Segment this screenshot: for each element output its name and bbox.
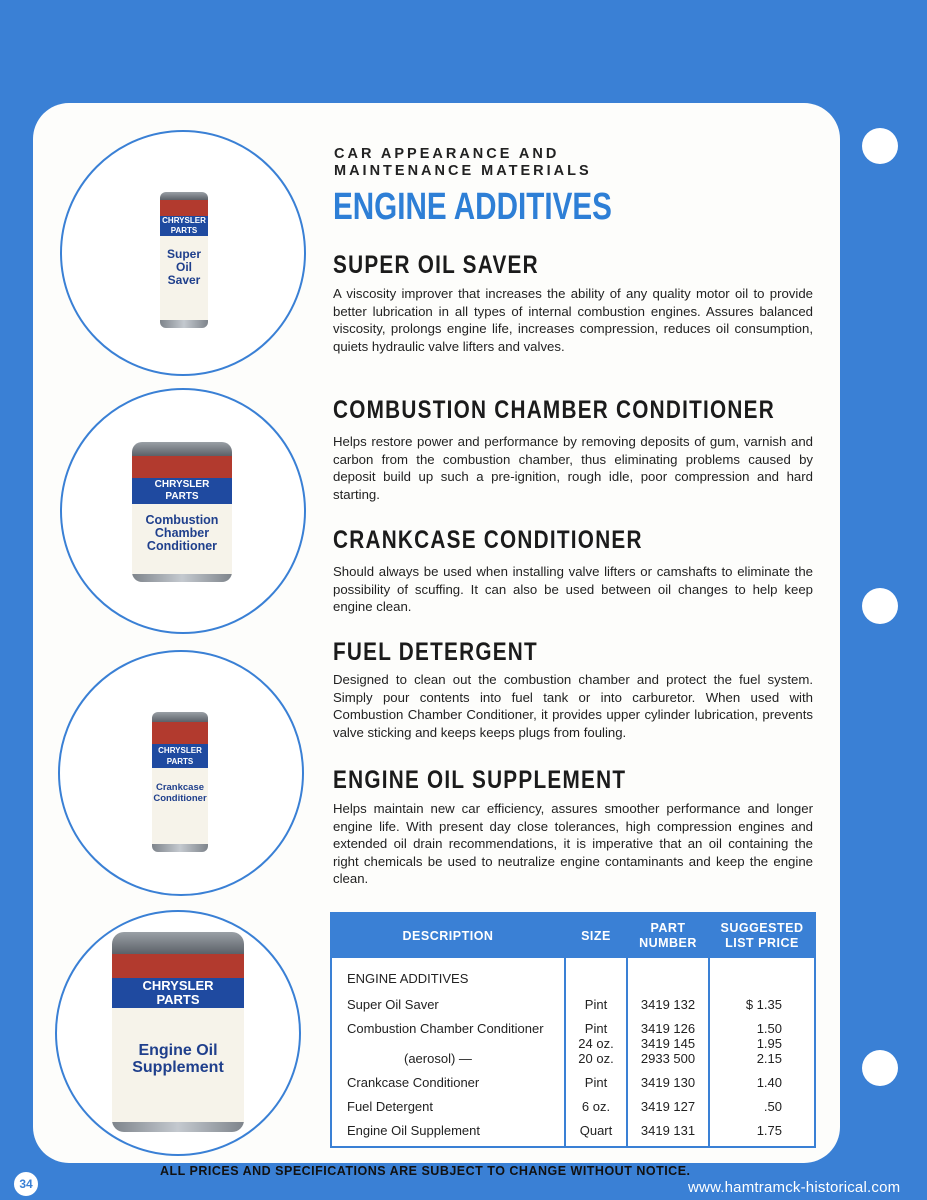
table-cell-part: 3419 132	[640, 997, 696, 1012]
brand-line: CHRYSLER	[158, 746, 202, 755]
product-circle-crankcase-conditioner	[58, 650, 304, 896]
brand-parts: PARTS	[156, 992, 200, 1007]
table-cell-part: 3419 127	[640, 1099, 696, 1114]
crankcase-conditioner-can	[152, 712, 208, 852]
combustion-chamber-conditioner-can	[132, 442, 232, 582]
table-cell-size: 20 oz.	[578, 1051, 614, 1066]
section-body: A viscosity improver that increases the ability of any quality motor oil to provide better lubrication in all types of internal combustion engines. Assures balanced viscosity, prolongs engine life, increases compression, reduces oil consumption, quiets hydraulic valve lifters and valves.	[333, 286, 813, 354]
super-oil-saver-can	[160, 192, 208, 328]
can-label-line: Super	[166, 247, 201, 261]
category-heading	[334, 146, 592, 180]
table-cell-description: (aerosol) —	[404, 1051, 472, 1066]
brand-parts: PARTS	[166, 757, 194, 766]
section-body: Should always be used when installing valve lifters or camshafts to eliminate the possibility of scuffing. It can also be used between oil changes to help keep engine clean.	[333, 564, 813, 614]
price-table	[330, 912, 816, 1148]
can-label-line: Conditioner	[153, 793, 207, 804]
section-heading: FUEL DETERGENT	[333, 638, 538, 666]
brand-line: CHRYSLER	[154, 479, 210, 490]
engine-oil-supplement-can	[112, 932, 244, 1132]
table-group-label: ENGINE ADDITIVES	[347, 971, 469, 986]
category-line-1: CAR APPEARANCE AND	[334, 146, 560, 162]
can-label-line: Crankcase	[155, 782, 205, 793]
watermark: www.hamtramck-historical.com	[688, 1179, 901, 1196]
section-body: Helps restore power and performance by removing deposits of gum, varnish and carbon from the combustion chamber, thus eliminating problems caused by deposit build up such a pre-ignition, rough idle, poor compression and hard starting.	[333, 434, 813, 502]
header-description: DESCRIPTION	[402, 929, 494, 943]
table-cell-price: 1.50	[756, 1021, 782, 1036]
header-size: SIZE	[581, 929, 611, 943]
header-part-number	[628, 921, 708, 951]
table-cell-description: Combustion Chamber Conditioner	[347, 1021, 544, 1036]
brand-parts: PARTS	[170, 226, 198, 235]
product-circle-super-oil-saver	[60, 130, 306, 376]
table-cell-price: 1.95	[756, 1036, 782, 1051]
section-body: Helps maintain new car efficiency, assures smoother performance and longer engine life. With present day close tolerances, high compression engines and extended oil drain recommendations, it is imperative that an oil containing the right chemicals be used to neutralize engine contaminants and keep the engine clean.	[333, 801, 813, 886]
brand-line: CHRYSLER	[162, 216, 206, 225]
category-line-2: MAINTENANCE MATERIALS	[334, 163, 592, 179]
table-cell-description: Engine Oil Supplement	[347, 1123, 480, 1138]
table-cell-size: Pint	[584, 997, 608, 1012]
table-cell-size: Pint	[584, 1021, 608, 1036]
can-label-line: Saver	[167, 273, 201, 287]
section-heading: SUPER OIL SAVER	[333, 251, 539, 279]
can-label-line: Oil	[175, 260, 192, 274]
table-cell-size: 24 oz.	[578, 1036, 614, 1051]
table-cell-price: .50	[763, 1099, 782, 1114]
table-cell-price: $ 1.35	[745, 997, 782, 1012]
binder-hole-middle	[862, 588, 898, 624]
price-disclaimer: ALL PRICES AND SPECIFICATIONS ARE SUBJECT TO CHANGE WITHOUT NOTICE.	[160, 1164, 691, 1178]
table-cell-description: Fuel Detergent	[347, 1099, 433, 1114]
section-body: Designed to clean out the combustion chamber and protect the fuel system. Simply pour contents into fuel tank or into carburetor. When used with Combustion Chamber Conditioner, it provides upper cylinder lubrication, prevents valve sticking and keeps keeps plugs from fouling.	[333, 672, 813, 740]
header-number-line: NUMBER	[639, 936, 697, 950]
table-cell-part: 3419 131	[640, 1123, 696, 1138]
page-title: ENGINE ADDITIVES	[333, 186, 612, 228]
can-label-line: Chamber	[154, 526, 210, 540]
table-cell-part: 3419 130	[640, 1075, 696, 1090]
table-cell-description: Super Oil Saver	[347, 997, 439, 1012]
table-cell-size: Quart	[579, 1123, 613, 1138]
can-label-line: Combustion	[145, 513, 219, 527]
table-cell-price: 1.40	[756, 1075, 782, 1090]
section-heading: ENGINE OIL SUPPLEMENT	[333, 766, 627, 794]
product-circle-engine-oil-supplement	[55, 910, 301, 1156]
table-cell-description: Crankcase Conditioner	[347, 1075, 480, 1090]
table-cell-part: 3419 145	[640, 1036, 696, 1051]
page-number: 34	[12, 1170, 40, 1198]
binder-hole-top	[862, 128, 898, 164]
can-label-line: Supplement	[132, 1059, 224, 1076]
table-cell-price: 1.75	[756, 1123, 782, 1138]
binder-hole-bottom	[862, 1050, 898, 1086]
brand-line: CHRYSLER	[142, 978, 214, 993]
product-circle-combustion-chamber-conditioner	[60, 388, 306, 634]
table-cell-part: 3419 126	[640, 1021, 696, 1036]
table-cell-size: 6 oz.	[581, 1099, 611, 1114]
section-heading: CRANKCASE CONDITIONER	[333, 526, 643, 554]
table-cell-size: Pint	[584, 1075, 608, 1090]
header-list-price-line: LIST PRICE	[725, 936, 799, 950]
table-cell-price: 2.15	[756, 1051, 782, 1066]
header-part-line: PART	[650, 921, 686, 935]
table-cell-part: 2933 500	[640, 1051, 696, 1066]
can-label-line: Engine Oil	[138, 1042, 218, 1059]
section-heading: COMBUSTION CHAMBER CONDITIONER	[333, 396, 775, 424]
can-label-line: Conditioner	[146, 539, 218, 553]
brand-parts: PARTS	[165, 491, 199, 502]
header-list-price	[710, 921, 814, 951]
header-suggested-line: SUGGESTED	[720, 921, 804, 935]
